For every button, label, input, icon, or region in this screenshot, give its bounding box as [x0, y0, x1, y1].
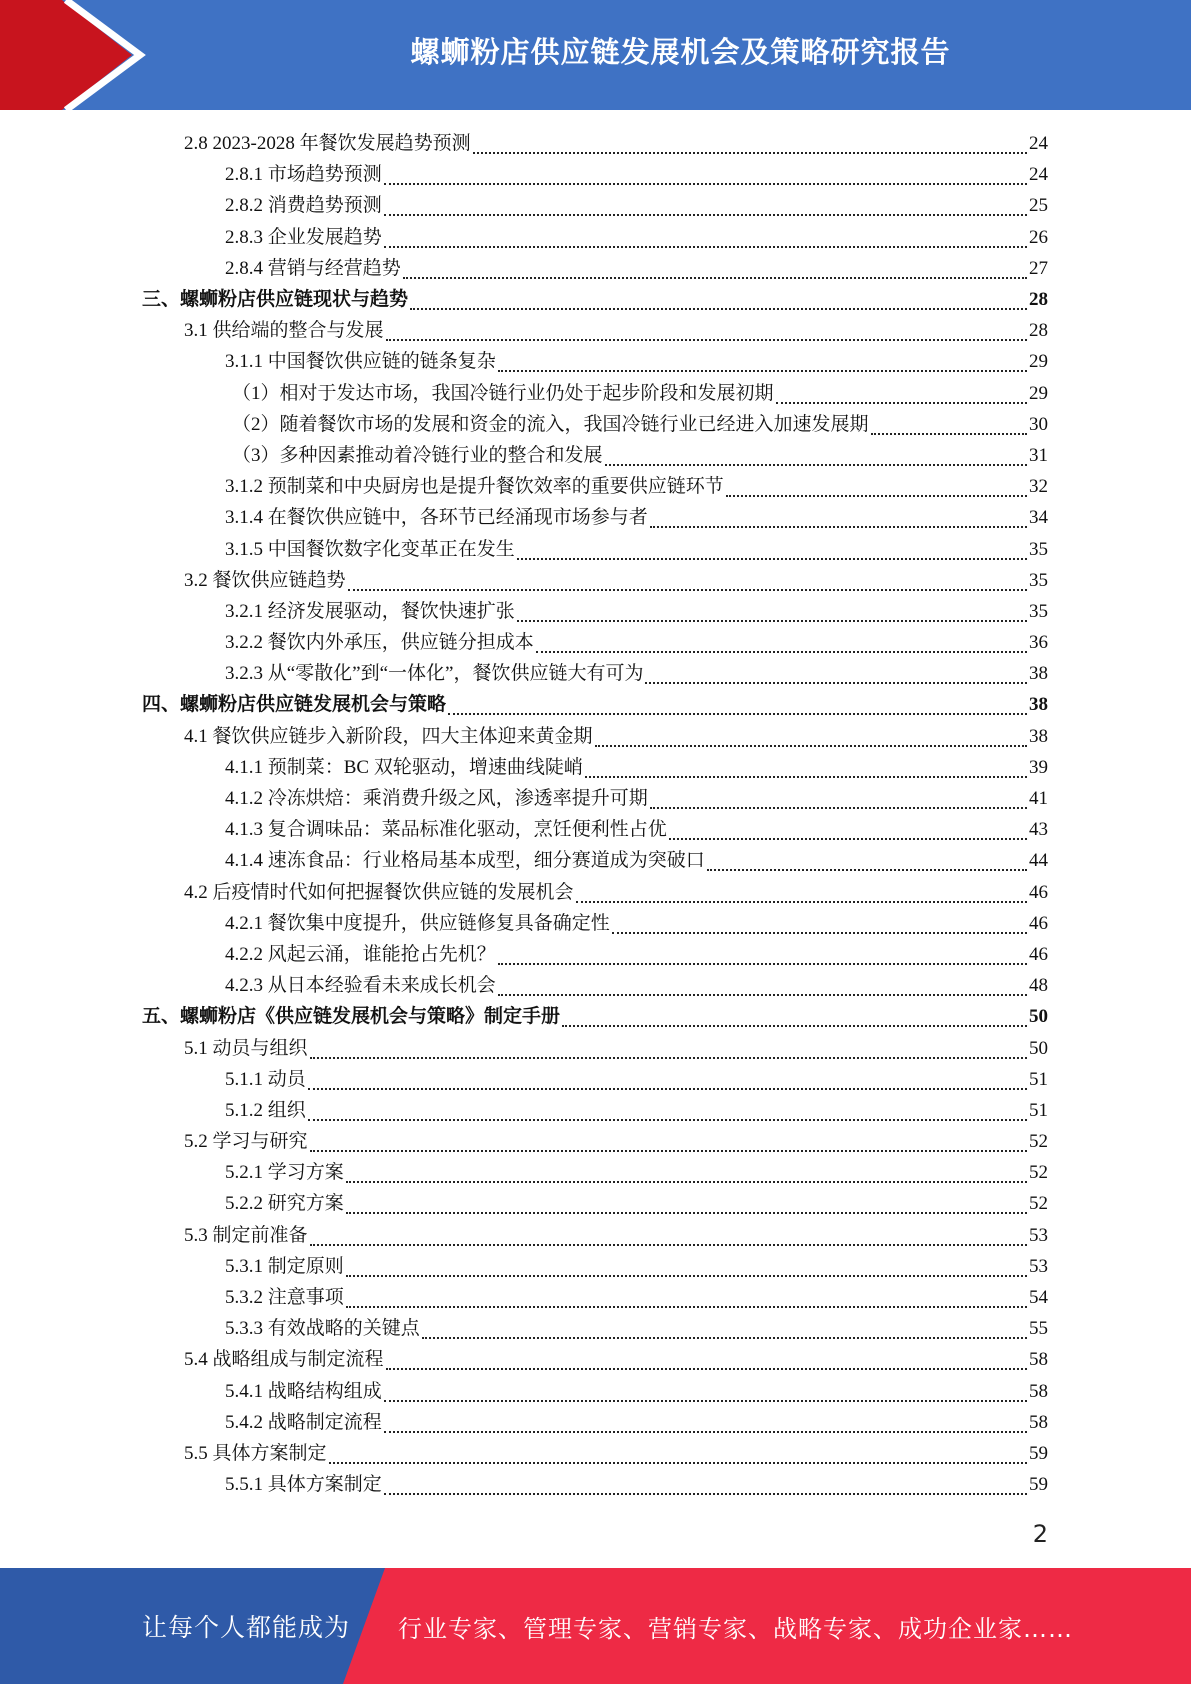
toc-entry-page: 52: [1029, 1162, 1048, 1184]
toc-dot-leader: [384, 1412, 1027, 1433]
toc-entry[interactable]: [142, 440, 1048, 471]
toc-entry-title: 4.1.2 冷冻烘焙：乘消费升级之风，渗透率提升可期: [225, 788, 648, 810]
toc-entry-page: 24: [1029, 133, 1048, 155]
toc-dot-leader: [669, 819, 1027, 840]
toc-dot-leader: [422, 1318, 1027, 1339]
toc-entry[interactable]: [142, 1376, 1048, 1407]
toc-entry-title: 3.1.4 在餐饮供应链中，各环节已经涌现市场参与者: [225, 507, 648, 529]
toc-dot-leader: [576, 882, 1027, 903]
toc-entry[interactable]: [142, 533, 1048, 564]
toc-entry-title: 5.1 动员与组织: [184, 1037, 308, 1059]
toc-entry-page: 48: [1029, 975, 1048, 997]
toc-dot-leader: [310, 1038, 1027, 1059]
toc-entry[interactable]: [142, 284, 1048, 315]
toc-entry-title: 3.2.3 从“零散化”到“一体化”，餐饮供应链大有可为: [225, 663, 644, 685]
page-header: [0, 0, 1191, 110]
toc-dot-leader: [517, 539, 1027, 560]
toc-dot-leader: [650, 507, 1027, 528]
toc-entry-title: 3.1.1 中国餐饮供应链的链条复杂: [225, 351, 496, 373]
toc-dot-leader: [310, 1225, 1027, 1246]
toc-entry-page: 53: [1029, 1255, 1048, 1277]
toc-dot-leader: [384, 1381, 1027, 1402]
toc-entry-title: 3.2 餐饮供应链趋势: [184, 569, 346, 591]
toc-dot-leader: [310, 1131, 1027, 1152]
toc-entry-title: 3.1.5 中国餐饮数字化变革正在发生: [225, 538, 515, 560]
toc-entry-title: （2）随着餐饮市场的发展和资金的流入，我国冷链行业已经进入加速发展期: [232, 413, 869, 435]
toc-entry[interactable]: [142, 939, 1048, 970]
toc-entry-title: 2.8.1 市场趋势预测: [225, 164, 382, 186]
footer-slogan-right: 行业专家、管理专家、营销专家、战略专家、成功企业家……: [398, 1614, 1073, 1643]
toc-entry-page: 50: [1029, 1006, 1048, 1028]
toc-entry-page: 46: [1029, 943, 1048, 965]
toc-dot-leader: [410, 289, 1027, 310]
toc-entry-page: 41: [1029, 788, 1048, 810]
toc-entry-title: 5.3.1 制定原则: [225, 1255, 344, 1277]
toc-entry[interactable]: [142, 253, 1048, 284]
toc-entry-title: 5.3.3 有效战略的关键点: [225, 1318, 420, 1340]
toc-entry-title: 4.1 餐饮供应链步入新阶段，四大主体迎来黄金期: [184, 725, 593, 747]
toc-entry-title: 5.4 战略组成与制定流程: [184, 1349, 384, 1371]
toc-entry-page: 59: [1029, 1442, 1048, 1464]
toc-dot-leader: [346, 1193, 1027, 1214]
toc-entry-page: 58: [1029, 1411, 1048, 1433]
toc-dot-leader: [562, 1006, 1027, 1027]
toc-dot-leader: [498, 975, 1027, 996]
header-chevron-decoration: [0, 0, 160, 110]
toc-entry-page: 51: [1029, 1099, 1048, 1121]
toc-entry[interactable]: [142, 128, 1048, 159]
toc-entry-page: 36: [1029, 632, 1048, 654]
toc-dot-leader: [308, 1069, 1027, 1090]
toc-dot-leader: [386, 320, 1027, 341]
toc-dot-leader: [473, 133, 1027, 154]
toc-entry-page: 35: [1029, 600, 1048, 622]
toc-entry-title: 5.1.2 组织: [225, 1099, 306, 1121]
toc-entry[interactable]: [142, 1251, 1048, 1282]
toc-entry[interactable]: [142, 190, 1048, 221]
toc-entry-page: 44: [1029, 850, 1048, 872]
toc-entry[interactable]: [142, 752, 1048, 783]
toc-entry[interactable]: [142, 970, 1048, 1001]
toc-entry-title: 4.1.4 速冻食品：行业格局基本成型，细分赛道成为突破口: [225, 850, 705, 872]
toc-entry[interactable]: [142, 1220, 1048, 1251]
toc-entry[interactable]: [142, 471, 1048, 502]
table-of-contents: [142, 128, 1048, 1500]
toc-dot-leader: [726, 476, 1027, 497]
toc-entry-page: 53: [1029, 1224, 1048, 1246]
toc-entry-page: 52: [1029, 1193, 1048, 1215]
toc-entry-title: 5.2 学习与研究: [184, 1131, 308, 1153]
toc-dot-leader: [498, 944, 1027, 965]
toc-entry-page: 34: [1029, 507, 1048, 529]
toc-entry-page: 51: [1029, 1068, 1048, 1090]
toc-entry-title: 4.1.1 预制菜：BC 双轮驱动，增速曲线陡峭: [225, 756, 583, 778]
toc-dot-leader: [346, 1162, 1027, 1183]
toc-dot-leader: [448, 694, 1027, 715]
toc-dot-leader: [384, 1474, 1027, 1495]
toc-entry[interactable]: [142, 845, 1048, 876]
toc-entry[interactable]: [142, 1438, 1048, 1469]
toc-entry-title: 3.1.2 预制菜和中央厨房也是提升餐饮效率的重要供应链环节: [225, 476, 724, 498]
toc-entry[interactable]: [142, 315, 1048, 346]
page-footer: [0, 1568, 1191, 1684]
toc-entry[interactable]: [142, 814, 1048, 845]
toc-entry[interactable]: [142, 565, 1048, 596]
toc-dot-leader: [308, 1100, 1027, 1121]
toc-entry-title: 5.2.2 研究方案: [225, 1193, 344, 1215]
toc-entry-title: 5.4.1 战略结构组成: [225, 1380, 382, 1402]
toc-entry-title: 4.2.2 风起云涌，谁能抢占先机？: [225, 943, 496, 965]
toc-entry[interactable]: [142, 1469, 1048, 1500]
toc-dot-leader: [348, 570, 1027, 591]
toc-entry-title: 5.3.2 注意事项: [225, 1287, 344, 1309]
toc-dot-leader: [612, 913, 1027, 934]
toc-entry-title: 4.1.3 复合调味品：菜品标准化驱动，烹饪便利性占优: [225, 819, 667, 841]
toc-entry-title: 2.8.3 企业发展趋势: [225, 226, 382, 248]
toc-dot-leader: [384, 195, 1027, 216]
page-number: 2: [1032, 1520, 1048, 1548]
toc-entry-page: 28: [1029, 320, 1048, 342]
toc-entry-page: 38: [1029, 725, 1048, 747]
toc-entry[interactable]: [142, 877, 1048, 908]
document-title: 螺蛳粉店供应链发展机会及策略研究报告: [410, 34, 951, 69]
toc-entry-page: 35: [1029, 569, 1048, 591]
toc-dot-leader: [871, 414, 1027, 435]
toc-entry-page: 24: [1029, 164, 1048, 186]
toc-entry-page: 43: [1029, 819, 1048, 841]
toc-entry-title: 三、螺蛳粉店供应链现状与趋势: [142, 289, 409, 311]
toc-entry-title: 5.5.1 具体方案制定: [225, 1474, 382, 1496]
toc-dot-leader: [384, 227, 1027, 248]
toc-entry-page: 54: [1029, 1287, 1048, 1309]
toc-dot-leader: [605, 445, 1027, 466]
toc-entry-page: 46: [1029, 881, 1048, 903]
toc-dot-leader: [585, 757, 1027, 778]
toc-entry-title: 四、螺蛳粉店供应链发展机会与策略: [142, 694, 447, 716]
toc-entry-title: 5.2.1 学习方案: [225, 1162, 344, 1184]
toc-entry[interactable]: [142, 689, 1048, 720]
toc-entry-title: 5.5 具体方案制定: [184, 1442, 327, 1464]
toc-dot-leader: [595, 726, 1027, 747]
toc-dot-leader: [536, 632, 1027, 653]
toc-entry-page: 58: [1029, 1349, 1048, 1371]
toc-dot-leader: [346, 1287, 1027, 1308]
toc-dot-leader: [403, 258, 1027, 279]
toc-entry[interactable]: [142, 1001, 1048, 1032]
toc-entry[interactable]: [142, 1188, 1048, 1219]
toc-dot-leader: [329, 1443, 1027, 1464]
toc-entry-page: 52: [1029, 1131, 1048, 1153]
footer-slogan-left: 让每个人都能成为: [142, 1613, 351, 1642]
toc-entry-page: 38: [1029, 694, 1048, 716]
toc-entry-title: 5.4.2 战略制定流程: [225, 1411, 382, 1433]
toc-entry-title: 2.8.2 消费趋势预测: [225, 195, 382, 217]
toc-entry[interactable]: [142, 596, 1048, 627]
toc-entry-page: 46: [1029, 912, 1048, 934]
toc-dot-leader: [346, 1256, 1027, 1277]
toc-entry-title: （3）多种因素推动着冷链行业的整合和发展: [232, 444, 603, 466]
toc-entry-title: 2.8.4 营销与经营趋势: [225, 257, 401, 279]
toc-entry-page: 25: [1029, 195, 1048, 217]
toc-entry[interactable]: [142, 1313, 1048, 1344]
toc-entry-title: （1）相对于发达市场，我国冷链行业仍处于起步阶段和发展初期: [232, 382, 774, 404]
toc-entry-page: 59: [1029, 1474, 1048, 1496]
toc-entry-page: 39: [1029, 756, 1048, 778]
toc-entry-title: 5.1.1 动员: [225, 1068, 306, 1090]
toc-entry-page: 58: [1029, 1380, 1048, 1402]
toc-entry-title: 4.2.1 餐饮集中度提升，供应链修复具备确定性: [225, 912, 610, 934]
toc-dot-leader: [707, 850, 1027, 871]
toc-entry[interactable]: [142, 908, 1048, 939]
toc-dot-leader: [386, 1349, 1027, 1370]
toc-entry-title: 4.2 后疫情时代如何把握餐饮供应链的发展机会: [184, 881, 574, 903]
toc-dot-leader: [517, 601, 1027, 622]
toc-entry[interactable]: [142, 159, 1048, 190]
toc-entry[interactable]: [142, 1344, 1048, 1375]
toc-entry-title: 2.8 2023-2028 年餐饮发展趋势预测: [184, 133, 471, 155]
toc-entry-title: 3.1 供给端的整合与发展: [184, 320, 384, 342]
toc-entry-page: 50: [1029, 1037, 1048, 1059]
toc-entry-title: 4.2.3 从日本经验看未来成长机会: [225, 975, 496, 997]
toc-entry[interactable]: [142, 1095, 1048, 1126]
toc-entry-page: 26: [1029, 226, 1048, 248]
toc-entry-page: 35: [1029, 538, 1048, 560]
toc-entry[interactable]: [142, 409, 1048, 440]
toc-entry[interactable]: [142, 346, 1048, 377]
toc-dot-leader: [384, 164, 1027, 185]
toc-entry-page: 55: [1029, 1318, 1048, 1340]
toc-entry[interactable]: [142, 378, 1048, 409]
toc-dot-leader: [650, 788, 1027, 809]
toc-entry-title: 五、螺蛳粉店《供应链发展机会与策略》制定手册: [142, 1006, 561, 1028]
toc-entry-title: 3.2.1 经济发展驱动，餐饮快速扩张: [225, 600, 515, 622]
toc-entry[interactable]: [142, 1032, 1048, 1063]
toc-entry[interactable]: [142, 222, 1048, 253]
toc-entry[interactable]: [142, 502, 1048, 533]
toc-entry[interactable]: [142, 721, 1048, 752]
toc-entry-title: 3.2.2 餐饮内外承压，供应链分担成本: [225, 632, 534, 654]
toc-dot-leader: [498, 351, 1027, 372]
toc-entry[interactable]: [142, 1407, 1048, 1438]
toc-entry-title: 5.3 制定前准备: [184, 1224, 308, 1246]
toc-entry[interactable]: [142, 1282, 1048, 1313]
toc-entry-page: 28: [1029, 289, 1048, 311]
toc-entry-page: 29: [1029, 382, 1048, 404]
toc-dot-leader: [645, 663, 1027, 684]
toc-entry[interactable]: [142, 1126, 1048, 1157]
toc-entry[interactable]: [142, 1064, 1048, 1095]
toc-entry-page: 31: [1029, 444, 1048, 466]
toc-entry-page: 32: [1029, 476, 1048, 498]
toc-entry-page: 30: [1029, 413, 1048, 435]
toc-entry-page: 27: [1029, 257, 1048, 279]
toc-entry[interactable]: [142, 1157, 1048, 1188]
toc-entry-page: 29: [1029, 351, 1048, 373]
toc-entry[interactable]: [142, 783, 1048, 814]
toc-entry[interactable]: [142, 627, 1048, 658]
toc-dot-leader: [776, 383, 1027, 404]
toc-entry-page: 38: [1029, 663, 1048, 685]
toc-entry[interactable]: [142, 658, 1048, 689]
